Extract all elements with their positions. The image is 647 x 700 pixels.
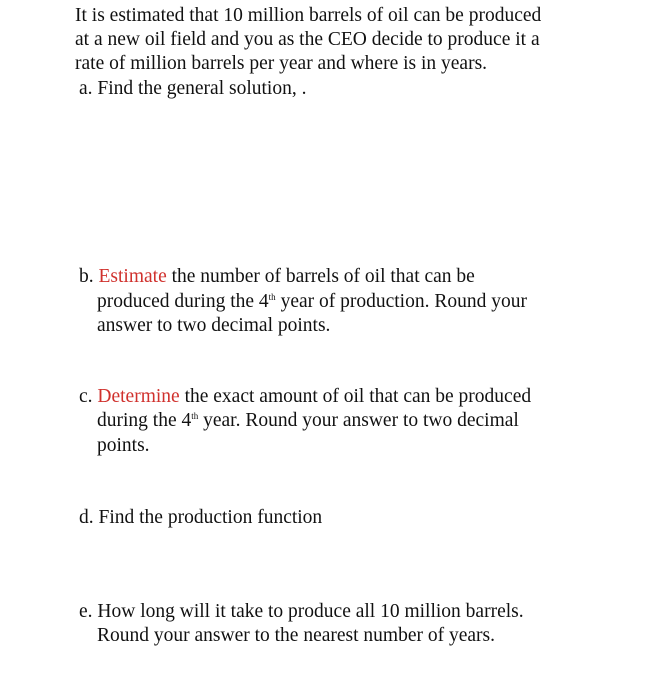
- part-a-question: a. Find the general solution, .: [79, 78, 307, 99]
- part-e-line-1: e. How long will it take to produce all 10 million barrels.: [79, 601, 524, 622]
- part-c-line-2-pre: during the 4: [97, 410, 192, 431]
- part-c-line-1-text: the exact amount of oil that can be produced: [179, 386, 532, 407]
- part-d-question: d. Find the production function: [79, 507, 323, 528]
- part-b-highlight-word: Estimate: [98, 266, 167, 287]
- part-b-ordinal-suffix: th: [268, 292, 276, 302]
- part-c-highlight-word: Determine: [97, 386, 180, 407]
- part-e-line-2: Round your answer to the nearest number of years.: [97, 625, 496, 646]
- part-c-line-2-post: year. Round your answer to two decimal: [198, 410, 519, 431]
- part-b-line-2-pre: produced during the 4: [97, 291, 269, 312]
- part-b-line-1-text: the number of barrels of oil that can be: [166, 266, 475, 287]
- part-c-label: c.: [79, 386, 98, 407]
- part-c-line-2: [97, 409, 519, 433]
- part-c-line-3: points.: [97, 435, 150, 456]
- part-b-label: b.: [79, 266, 99, 287]
- intro-line-1: It is estimated that 10 million barrels of oil can be produced: [75, 5, 542, 26]
- part-c-ordinal-suffix: th: [191, 411, 199, 421]
- part-b-line-2-post: year of production. Round your: [275, 291, 527, 312]
- part-b-line-3: answer to two decimal points.: [97, 315, 331, 336]
- part-b-line-1: [79, 265, 475, 289]
- part-c-line-1: [79, 385, 531, 409]
- intro-line-3: rate of million barrels per year and where is in years.: [75, 53, 488, 74]
- part-b-line-2: [97, 290, 527, 314]
- intro-line-2: at a new oil field and you as the CEO decide to produce it a: [75, 29, 540, 50]
